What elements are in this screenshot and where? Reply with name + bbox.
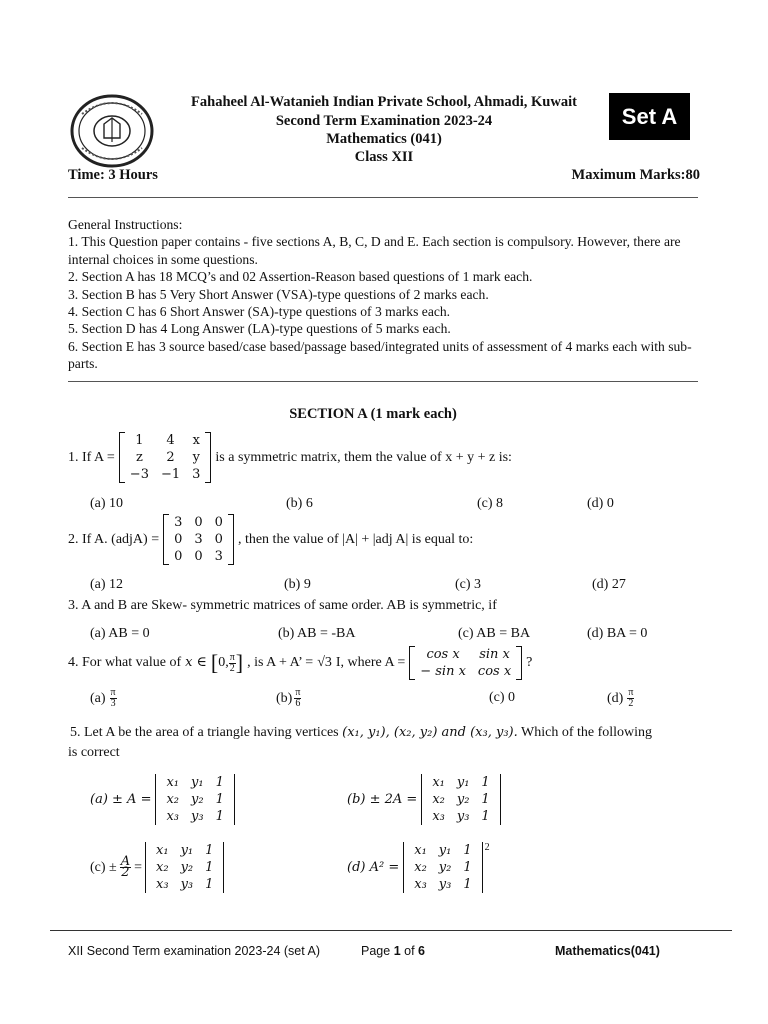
matrix-cell: cos x	[426, 647, 460, 662]
school-logo	[68, 94, 156, 168]
matrix-cell: 1	[205, 877, 214, 892]
matrix-cell: y₁	[191, 775, 204, 790]
frac-den: 3	[110, 698, 116, 709]
question-3: 3. A and B are Skew- symmetric matrices of same order. AB is symmetric, if	[68, 598, 497, 613]
matrix-cell: 1	[463, 877, 472, 892]
matrix-cell: y₂	[191, 792, 204, 807]
footer-left: XII Second Term examination 2023-24 (set A)	[68, 944, 320, 958]
q5-option-d	[347, 842, 490, 893]
option-label: (c) ±	[90, 859, 117, 875]
q1-option-b: (b) 6	[286, 496, 313, 511]
option-fraction	[110, 688, 117, 709]
school-name: Fahaheel Al-Watanieh Indian Private School, Ahmadi, Kuwait	[191, 94, 577, 110]
instructions-divider	[68, 381, 698, 382]
frac-num: π	[295, 687, 301, 698]
matrix-cell: x₁	[156, 843, 169, 858]
q4-interval-end	[229, 653, 236, 674]
q4-in-symbol: ∈	[196, 655, 207, 670]
question-2	[68, 514, 473, 565]
option-label: (a) ± A =	[90, 792, 152, 807]
q4-option-b	[276, 688, 301, 709]
q5-vertices: (x₁, y₁), (x₂, y₂) and (x₃, y₃).	[342, 725, 518, 740]
matrix-cell: 1	[481, 809, 490, 824]
q4-prefix: 4. For what value of	[68, 655, 182, 670]
right-bracket: ]	[235, 650, 244, 675]
matrix-cell: 1	[215, 775, 224, 790]
frac-den: 6	[295, 698, 301, 709]
q1-option-d: (d) 0	[587, 496, 614, 511]
matrix-cell: 3	[192, 467, 201, 482]
determinant	[155, 774, 234, 825]
q3-option-d: (d) BA = 0	[587, 626, 648, 641]
matrix-cell: y₁	[438, 843, 452, 858]
frac-num: A	[120, 854, 131, 869]
footer-right: Mathematics(041)	[555, 944, 660, 958]
question-5	[70, 724, 652, 742]
max-marks-label: Maximum Marks:80	[571, 167, 700, 183]
q2-matrix	[163, 514, 234, 565]
matrix-cell: y₂	[456, 792, 470, 807]
option-fraction	[627, 688, 634, 709]
page-total: 6	[418, 944, 425, 958]
matrix-cell: 0	[194, 515, 203, 530]
q3-option-a: (a) AB = 0	[90, 626, 150, 641]
interval-start: 0,	[218, 655, 229, 670]
matrix-cell: x₁	[432, 775, 445, 790]
matrix-cell: 1	[135, 433, 144, 448]
option-label: (d)	[607, 690, 624, 706]
matrix-cell: sin x	[479, 647, 510, 662]
q2-option-a: (a) 12	[90, 577, 124, 592]
matrix-cell: x₃	[414, 877, 427, 892]
matrix-cell: y₁	[456, 775, 470, 790]
matrix-cell: 0	[174, 532, 183, 547]
matrix-cell: y₃	[180, 877, 194, 892]
matrix-cell: 1	[481, 792, 490, 807]
matrix-cell: 1	[215, 792, 224, 807]
matrix-cell: z	[135, 450, 143, 465]
q4-suffix: ?	[526, 655, 533, 670]
matrix-cell: y₃	[456, 809, 470, 824]
section-title: SECTION A (1 mark each)	[289, 406, 457, 422]
matrix-cell: 3	[174, 515, 183, 530]
matrix-cell: 1	[215, 809, 224, 824]
q4-root: √3	[317, 655, 332, 670]
matrix-cell: x₃	[432, 809, 445, 824]
matrix-cell: y₂	[180, 860, 194, 875]
instruction-item: 5. Section D has 4 Long Answer (LA)-type questions of 5 marks each.	[68, 321, 451, 337]
q2-option-d: (d) 27	[592, 577, 626, 592]
matrix-cell: x₃	[166, 809, 180, 824]
frac-den: 2	[229, 662, 235, 674]
q1-text: is a symmetric matrix, them the value of x + y + z is:	[215, 449, 512, 465]
page-label: Page	[361, 944, 391, 958]
matrix-cell: 1	[463, 843, 472, 858]
matrix-cell: 4	[166, 433, 175, 448]
instruction-item: 6. Section E has 3 source based/case based/passage based/integrated units of assessment of 4 marks each with sub-parts.	[68, 338, 692, 372]
q2-option-c: (c) 3	[455, 577, 482, 592]
question-4	[68, 646, 532, 680]
time-label: Time: 3 Hours	[68, 167, 158, 183]
equals-sign: =	[134, 859, 143, 875]
instructions-title: General Instructions:	[68, 217, 183, 232]
frac-num: π	[628, 687, 634, 698]
q1-prefix: 1. If A =	[68, 449, 115, 465]
q3-option-b: (b) AB = -BA	[278, 626, 356, 641]
matrix-cell: 0	[174, 549, 183, 564]
frac-num: π	[110, 687, 116, 698]
frac-den: 2	[121, 865, 130, 880]
footer-divider	[50, 930, 732, 931]
option-label: (b)	[276, 690, 293, 706]
matrix-cell: x₂	[432, 792, 445, 807]
q5-text: 5. Let A be the area of a triangle having vertices	[70, 725, 339, 740]
matrix-cell: − sin x	[420, 664, 466, 679]
left-bracket: [	[210, 650, 219, 675]
matrix-cell: 1	[205, 860, 214, 875]
class-name: Class XII	[354, 149, 414, 165]
determinant	[145, 842, 224, 893]
matrix-cell: 0	[214, 515, 223, 530]
q4-var-x: x	[185, 655, 193, 670]
matrix-cell: x₂	[414, 860, 427, 875]
q5-option-b	[347, 774, 501, 825]
q4-option-c: (c) 0	[489, 690, 516, 705]
matrix-cell: x	[192, 433, 200, 448]
matrix-cell: 0	[194, 549, 203, 564]
power-exponent: 2	[484, 842, 490, 853]
matrix-cell: x₃	[156, 877, 169, 892]
option-fraction	[120, 854, 131, 880]
matrix-cell: 3	[214, 549, 223, 564]
q4-interval	[210, 650, 244, 675]
option-label: (b) ± 2A =	[347, 792, 418, 807]
q5-option-a	[90, 774, 235, 825]
q1-matrix	[119, 432, 212, 483]
q3-option-c: (c) AB = BA	[458, 626, 531, 641]
exam-name: Second Term Examination 2023-24	[275, 113, 493, 129]
frac-num: π	[229, 651, 235, 663]
matrix-cell: x₂	[156, 860, 169, 875]
matrix-cell: −1	[160, 467, 181, 482]
matrix-cell: −3	[129, 467, 149, 482]
general-instructions	[68, 216, 708, 373]
matrix-cell: y	[192, 450, 200, 465]
q4-matrix	[409, 646, 522, 680]
matrix-cell: 1	[463, 860, 472, 875]
matrix-cell: x₁	[166, 775, 180, 790]
matrix-cell: y₂	[438, 860, 452, 875]
q5-option-c	[90, 842, 224, 893]
matrix-cell: 2	[166, 450, 175, 465]
question-1	[68, 432, 512, 483]
q2-option-b: (b) 9	[284, 577, 311, 592]
option-label: (a)	[90, 690, 106, 706]
matrix-cell: 3	[194, 532, 203, 547]
footer-page	[361, 944, 425, 958]
option-label: (d) A² =	[347, 860, 400, 875]
page-of: of	[404, 944, 415, 958]
matrix-cell: cos x	[477, 664, 512, 679]
matrix-cell: x₂	[166, 792, 180, 807]
set-badge: Set A	[609, 93, 690, 140]
page-number: 1	[393, 944, 401, 958]
q1-option-a: (a) 10	[90, 496, 124, 511]
q2-prefix: 2. If A. (adjA) =	[68, 531, 160, 547]
q4-mid2: I, where A =	[335, 655, 406, 670]
instruction-item: 1. This Question paper contains - five sections A, B, C, D and E. Each section is compulsory. However, there are internal choices in some questions.	[68, 234, 681, 267]
matrix-cell: y₃	[438, 877, 452, 892]
q4-option-d	[607, 688, 634, 709]
instruction-item: 2. Section A has 18 MCQ’s and 02 Assertion-Reason based questions of 1 mark each.	[68, 269, 533, 285]
determinant	[403, 842, 482, 893]
q4-mid: , is A + A’ =	[247, 655, 314, 670]
q1-option-c: (c) 8	[477, 496, 504, 511]
matrix-cell: 1	[481, 775, 490, 790]
q5-text-b: Which of the following	[521, 725, 653, 740]
option-fraction	[294, 688, 301, 709]
matrix-cell: y₁	[180, 843, 194, 858]
matrix-cell: 0	[214, 532, 223, 547]
matrix-cell: y₃	[191, 809, 204, 824]
instruction-item: 3. Section B has 5 Very Short Answer (VSA)-type questions of 2 marks each.	[68, 286, 489, 302]
subject-name: Mathematics (041)	[326, 131, 442, 147]
header-divider	[68, 197, 698, 198]
instruction-item: 4. Section C has 6 Short Answer (SA)-type questions of 3 marks each.	[68, 304, 451, 320]
q4-option-a	[90, 688, 117, 709]
q5-text-line2: is correct	[68, 745, 120, 760]
matrix-cell: x₁	[414, 843, 427, 858]
q2-text: , then the value of |A| + |adj A| is equal to:	[237, 531, 474, 547]
frac-den: 2	[628, 698, 634, 709]
matrix-cell: 1	[205, 843, 214, 858]
determinant	[421, 774, 500, 825]
